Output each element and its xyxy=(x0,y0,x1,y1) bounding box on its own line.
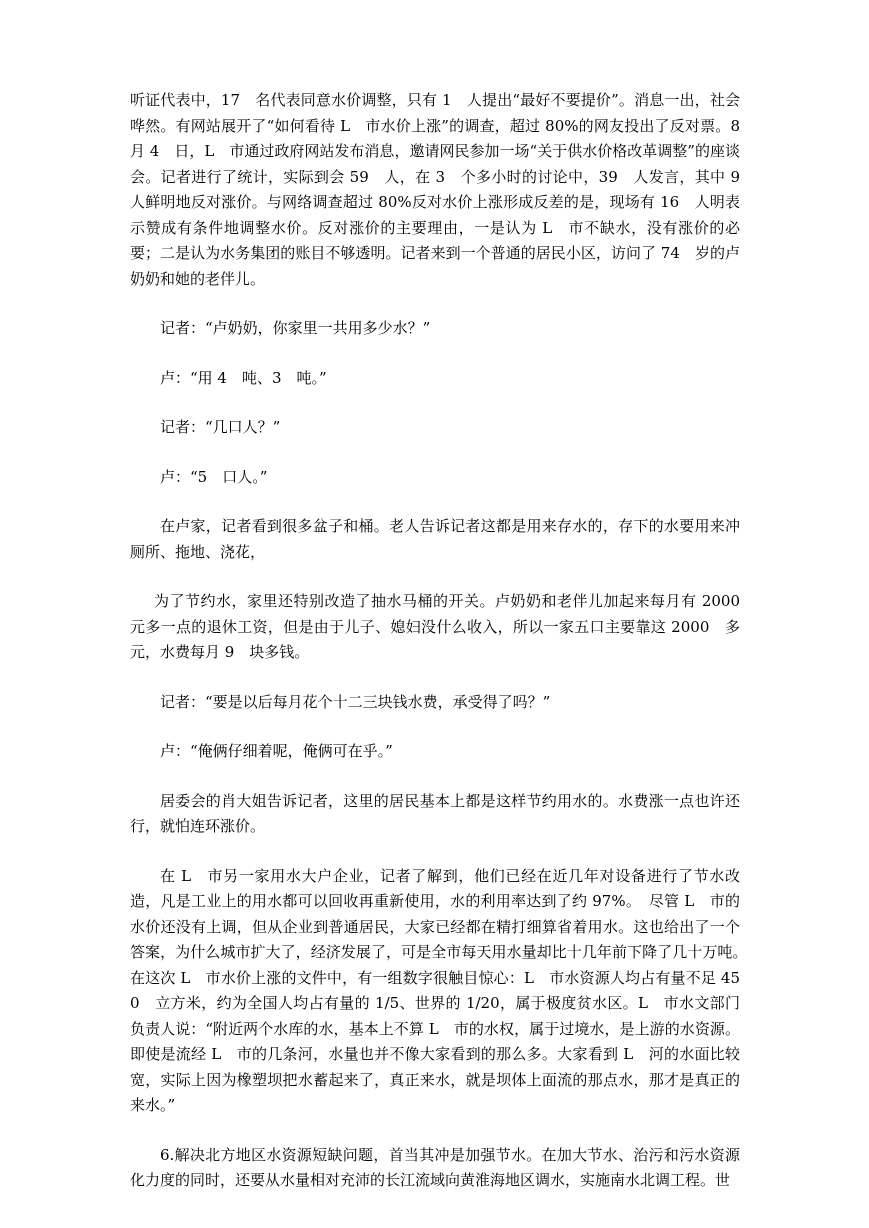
dialogue-lu-answer-1: 卢：“用 4 吨、3 吨。” xyxy=(160,368,327,387)
paragraph-question-6: 6.解决北方地区水资源短缺问题，首当其冲是加强节水。在加大节水、治污和污水资源化力度的同时，还要从水量相对充沛的长江流域向黄淮海地区调水，实施南水北调工程。世 xyxy=(130,1145,740,1189)
paragraph-hearing-results: 听证代表中，17 名代表同意水价调整，只有 1 人提出“最好不要提价”。消息一出，社会哗然。有网站展开了“如何看待 L 市水价上涨”的调查，超过 80%的网友投出了反对票。8 月 4 日，L 市通过政府网站发布消息，邀请网民参加一场“关于供水价格改革调整”的座谈会。记者进行了统计，实际到会 59 人，在 3 个多小时的讨论中，39 人发言，其中 9 人鲜明地反对涨价。与网络调查超过 80%反对水价上涨形成反差的是，现场有 16 人明表示赞成有条件地调整水价。反对涨价的主要理由，一是认为 L 市不缺水，没有涨价的必要；二是认为水务集团的账目不够透明。记者来到一个普通的居民小区，访问了 74 岁的卢奶奶和她的老伴儿。 xyxy=(130,91,756,288)
dialogue-reporter-question-3: 记者：“要是以后每月花个十二三块钱水费，承受得了吗？” xyxy=(160,692,551,711)
paragraph-saving-water: 为了节约水，家里还特别改造了抽水马桶的开关。卢奶奶和老伴儿加起来每月有 2000 元多一点的退休工资，但是由于儿子、媳妇没什么收入，所以一家五口主要靠这 2000 多元，水费每月 9 块多钱。 xyxy=(130,592,756,661)
paragraph-lu-home: 在卢家，记者看到很多盆子和桶。老人告诉记者这都是用来存水的，存下的水要用来冲厕所、拖地、浇花， xyxy=(130,517,740,561)
dialogue-reporter-question-2: 记者：“几口人？” xyxy=(160,418,281,436)
dialogue-lu-answer-2: 卢：“5 口人。” xyxy=(160,467,268,486)
paragraph-enterprise-water-use: 在 L 市另一家用水大户企业，记者了解到，他们已经在近几年对设备进行了节水改造，凡是工业上的用水都可以回收再重新使用，水的利用率达到了约 97%。 尽管 L 市的水价还没有上调，但从企业到普通居民，大家已经都在精打细算省着用水。这也给出了一个答案，为什么城市扩大了，经济发展了，可是全市每天用水量却比十几年前下降了几十万吨。 在这次 L 市水价上涨的文件中，有一组数字很触目惊心：L 市水资源人均占有量不足 450 立方米，约为全国人均占有量的 1/5、世界的 1/20，属于极度贫水区。L 市水文部门负责人说：“附近两个水库的水，基本上不算 L 市的水权，属于过境水，是上游的水资源。即使是流经 L 市的几条河，水量也并不像大家看到的那么多。大家看到 L 河的水面比较宽，实际上因为橡塑坝把水蓄起来了，真正来水，就是坝体上面流的那点水，那才是真正的来水。” xyxy=(130,866,756,1114)
paragraph-neighborhood-committee: 居委会的肖大姐告诉记者，这里的居民基本上都是这样节约用水的。水费涨一点也许还行，就怕连环涨价。 xyxy=(130,791,740,835)
document-body xyxy=(130,88,756,1194)
dialogue-lu-answer-3: 卢：“俺俩仔细着呢，俺俩可在乎。” xyxy=(160,742,393,760)
dialogue-reporter-question-1: 记者：“卢奶奶，你家里一共用多少水？” xyxy=(160,319,431,337)
